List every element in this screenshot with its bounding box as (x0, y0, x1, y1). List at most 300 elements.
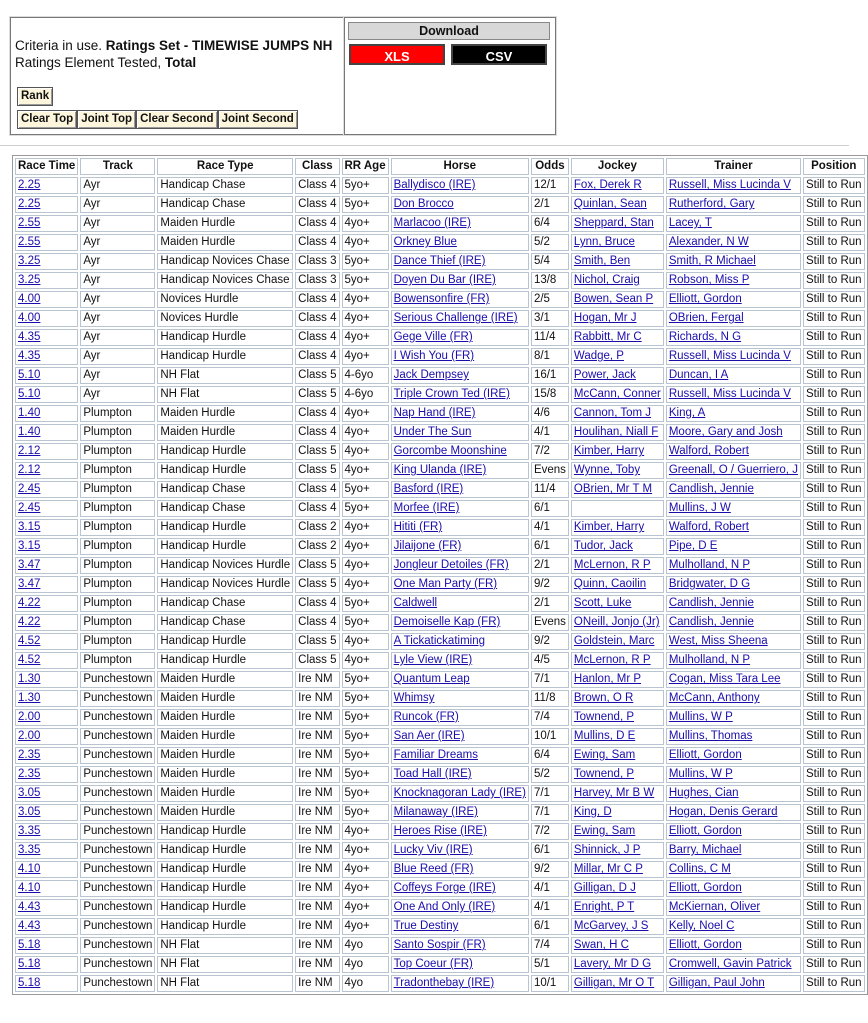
race-time-link[interactable]: 1.40 (18, 407, 41, 419)
trainer-link[interactable]: Hogan, Denis Gerard (668, 806, 778, 818)
race-time-link[interactable]: 2.55 (18, 217, 41, 229)
trainer-link[interactable]: Rutherford, Gary (668, 198, 755, 210)
horse-link[interactable]: King Ulanda (IRE) (393, 464, 487, 476)
race-time-link[interactable]: 4.22 (18, 597, 41, 609)
trainer-link[interactable]: Kelly, Noel C (668, 920, 735, 932)
cell-race-type: Maiden Hurdle (157, 728, 293, 745)
jockey-link[interactable]: Fox, Derek R (573, 179, 642, 191)
race-time-link[interactable]: 5.18 (18, 958, 41, 970)
horse-link[interactable]: Triple Crown Ted (IRE) (393, 388, 510, 400)
trainer-link[interactable]: Barry, Michael (668, 844, 742, 856)
horse-link[interactable]: One And Only (IRE) (393, 901, 496, 913)
trainer-link[interactable]: Collins, C M (668, 863, 731, 875)
cell-position: Still to Run (803, 348, 865, 365)
jockey-link[interactable]: Hanlon, Mr P (573, 673, 642, 685)
horse-link[interactable]: Top Coeur (FR) (393, 958, 473, 970)
jockey-link[interactable]: Brown, O R (573, 692, 634, 704)
jockey-link[interactable]: Wadge, P (573, 350, 624, 362)
cell-race-type: Handicap Hurdle (157, 842, 293, 859)
trainer-link[interactable]: Mulholland, N P (668, 654, 751, 666)
jockey-link[interactable]: Smith, Ben (573, 255, 631, 267)
cell-track: Plumpton (80, 557, 155, 574)
criteria-panel (10, 17, 345, 135)
trainer-link[interactable]: Russell, Miss Lucinda V (668, 350, 791, 362)
horse-link[interactable]: Milanaway (IRE) (393, 806, 478, 818)
cell-trainer (666, 709, 801, 726)
cell-rr-age: 5yo+ (342, 785, 389, 802)
cell-track: Ayr (80, 310, 155, 327)
race-time-link[interactable]: 4.00 (18, 293, 41, 305)
csv-download-button[interactable]: CSV (451, 44, 547, 65)
cell-jockey (571, 519, 664, 536)
cell-horse (391, 918, 529, 935)
cell-class: Class 4 (295, 291, 339, 308)
cell-jockey (571, 215, 664, 232)
cell-track: Punchestown (80, 766, 155, 783)
cell-rr-age: 4yo+ (342, 823, 389, 840)
jockey-link[interactable]: Gilligan, D J (573, 882, 636, 894)
race-time-link[interactable]: 2.25 (18, 198, 41, 210)
horse-link[interactable]: Blue Reed (FR) (393, 863, 474, 875)
jockey-link[interactable]: Enright, P T (573, 901, 635, 913)
cell-rr-age: 4-6yo (342, 386, 389, 403)
horse-link[interactable]: Quantum Leap (393, 673, 470, 685)
trainer-link[interactable]: Walford, Robert (668, 521, 749, 533)
horse-link[interactable]: Jilaijone (FR) (393, 540, 462, 552)
trainer-link[interactable]: Lacey, T (668, 217, 712, 229)
jockey-link[interactable]: Scott, Luke (573, 597, 632, 609)
cell-jockey (571, 652, 664, 669)
table-row (15, 671, 865, 688)
trainer-link[interactable]: Bridgwater, D G (668, 578, 751, 590)
horse-link[interactable]: Jack Dempsey (393, 369, 470, 381)
cell-position: Still to Run (803, 804, 865, 821)
cell-rr-age: 4yo+ (342, 652, 389, 669)
race-time-link[interactable]: 3.47 (18, 578, 41, 590)
cell-position: Still to Run (803, 690, 865, 707)
table-row (15, 956, 865, 973)
cell-trainer (666, 196, 801, 213)
column-header-track: Track (80, 158, 155, 175)
trainer-link[interactable]: Gilligan, Paul John (668, 977, 765, 989)
trainer-link[interactable]: Candlish, Jennie (668, 483, 754, 495)
cell-class: Ire NM (295, 842, 339, 859)
download-panel (344, 17, 556, 135)
cell-odds: 10/1 (531, 728, 569, 745)
cell-position: Still to Run (803, 481, 865, 498)
race-time-link[interactable]: 2.12 (18, 445, 41, 457)
cell-race-time (15, 671, 78, 688)
cell-position: Still to Run (803, 367, 865, 384)
horse-link[interactable]: Jongleur Detoiles (FR) (393, 559, 509, 571)
cell-class: Ire NM (295, 766, 339, 783)
jockey-link[interactable]: Power, Jack (573, 369, 636, 381)
horse-link[interactable]: Dance Thief (IRE) (393, 255, 486, 267)
cell-horse (391, 880, 529, 897)
horse-link[interactable]: Hititi (FR) (393, 521, 443, 533)
cell-track: Punchestown (80, 880, 155, 897)
trainer-link[interactable]: Walford, Robert (668, 445, 749, 457)
trainer-link[interactable]: Smith, R Michael (668, 255, 756, 267)
xls-download-button[interactable]: XLS (349, 44, 445, 65)
jockey-link[interactable]: Bowen, Sean P (573, 293, 654, 305)
cell-race-time (15, 272, 78, 289)
cell-race-type: Maiden Hurdle (157, 709, 293, 726)
cell-jockey (571, 405, 664, 422)
jockey-link[interactable]: Tudor, Jack (573, 540, 633, 552)
table-row (15, 652, 865, 669)
cell-horse (391, 196, 529, 213)
cell-trainer (666, 956, 801, 973)
horse-link[interactable]: Orkney Blue (393, 236, 457, 248)
cell-jockey (571, 196, 664, 213)
race-time-link[interactable]: 4.43 (18, 920, 41, 932)
cell-race-type: Handicap Hurdle (157, 538, 293, 555)
horse-link[interactable]: Toad Hall (IRE) (393, 768, 472, 780)
trainer-link[interactable]: Mullins, J W (668, 502, 731, 514)
cell-odds: 9/2 (531, 633, 569, 650)
jockey-link[interactable]: Sheppard, Stan (573, 217, 654, 229)
cell-rr-age: 4yo (342, 956, 389, 973)
trainer-link[interactable]: Greenall, O / Guerriero, J (668, 464, 798, 476)
cell-track: Plumpton (80, 595, 155, 612)
clear-second-button[interactable]: Clear Second (136, 110, 218, 129)
cell-rr-age: 4yo+ (342, 310, 389, 327)
trainer-link[interactable]: Russell, Miss Lucinda V (668, 388, 791, 400)
jockey-link[interactable]: Ewing, Sam (573, 749, 636, 761)
trainer-link[interactable]: Cogan, Miss Tara Lee (668, 673, 781, 685)
race-time-link[interactable]: 5.18 (18, 939, 41, 951)
cell-jockey (571, 956, 664, 973)
cell-jockey (571, 709, 664, 726)
cell-odds: 7/4 (531, 709, 569, 726)
cell-track: Plumpton (80, 405, 155, 422)
table-row (15, 481, 865, 498)
cell-class: Ire NM (295, 880, 339, 897)
jockey-link[interactable]: Mullins, D E (573, 730, 636, 742)
trainer-link[interactable]: Candlish, Jennie (668, 597, 754, 609)
horse-link[interactable]: Serious Challenge (IRE) (393, 312, 518, 324)
race-time-link[interactable]: 2.35 (18, 768, 41, 780)
jockey-link[interactable]: Quinn, Caoilin (573, 578, 647, 590)
cell-race-time (15, 633, 78, 650)
trainer-link[interactable]: Robson, Miss P (668, 274, 750, 286)
trainer-link[interactable]: Pipe, D E (668, 540, 718, 552)
clear-top-button[interactable]: Clear Top (17, 110, 77, 129)
horse-link[interactable]: Caldwell (393, 597, 438, 609)
cell-track: Ayr (80, 367, 155, 384)
cell-trainer (666, 215, 801, 232)
horse-link[interactable]: Santo Sospir (FR) (393, 939, 486, 951)
cell-odds: 6/1 (531, 500, 569, 517)
jockey-link[interactable]: Quinlan, Sean (573, 198, 647, 210)
race-time-link[interactable]: 2.45 (18, 502, 41, 514)
cell-position: Still to Run (803, 386, 865, 403)
trainer-link[interactable]: Alexander, N W (668, 236, 749, 248)
cell-race-time (15, 709, 78, 726)
cell-trainer (666, 671, 801, 688)
race-time-link[interactable]: 4.00 (18, 312, 41, 324)
cell-class: Class 3 (295, 253, 339, 270)
trainer-link[interactable]: Russell, Miss Lucinda V (668, 179, 791, 191)
cell-class: Class 4 (295, 595, 339, 612)
cell-jockey (571, 576, 664, 593)
cell-trainer (666, 785, 801, 802)
trainer-link[interactable]: Mullins, W P (668, 711, 733, 723)
race-time-link[interactable]: 3.15 (18, 521, 41, 533)
trainer-link[interactable]: Mullins, W P (668, 768, 733, 780)
jockey-link[interactable]: McLernon, R P (573, 654, 651, 666)
column-header-rr-age: RR Age (342, 158, 389, 175)
jockey-link[interactable]: Shinnick, J P (573, 844, 641, 856)
cell-race-type: Maiden Hurdle (157, 804, 293, 821)
race-time-link[interactable]: 3.35 (18, 825, 41, 837)
cell-position: Still to Run (803, 861, 865, 878)
race-time-link[interactable]: 3.05 (18, 806, 41, 818)
trainer-link[interactable]: Elliott, Gordon (668, 293, 742, 305)
trainer-link[interactable]: Cromwell, Gavin Patrick (668, 958, 792, 970)
trainer-link[interactable]: Duncan, I A (668, 369, 729, 381)
horse-link[interactable]: Basford (IRE) (393, 483, 464, 495)
jockey-link[interactable]: Goldstein, Marc (573, 635, 655, 647)
jockey-link[interactable]: Cannon, Tom J (573, 407, 652, 419)
cell-track: Plumpton (80, 538, 155, 555)
cell-horse (391, 177, 529, 194)
race-time-link[interactable]: 3.25 (18, 274, 41, 286)
cell-horse (391, 766, 529, 783)
horse-link[interactable]: A Tickatickatiming (393, 635, 486, 647)
race-time-link[interactable]: 4.35 (18, 331, 41, 343)
horse-link[interactable]: Doyen Du Bar (IRE) (393, 274, 496, 286)
jockey-link[interactable]: Lynn, Bruce (573, 236, 635, 248)
cell-class: Class 4 (295, 234, 339, 251)
cell-position: Still to Run (803, 538, 865, 555)
jockey-link[interactable]: ONeill, Jonjo (Jr) (573, 616, 660, 628)
trainer-link[interactable]: Mulholland, N P (668, 559, 751, 571)
cell-rr-age: 4yo+ (342, 842, 389, 859)
horse-link[interactable]: Coffeys Forge (IRE) (393, 882, 496, 894)
divider (0, 145, 849, 146)
race-time-link[interactable]: 1.40 (18, 426, 41, 438)
trainer-link[interactable]: Elliott, Gordon (668, 825, 742, 837)
horse-link[interactable]: Under The Sun (393, 426, 472, 438)
cell-rr-age: 5yo+ (342, 500, 389, 517)
cell-position: Still to Run (803, 405, 865, 422)
cell-horse (391, 272, 529, 289)
cell-jockey (571, 348, 664, 365)
horse-link[interactable]: True Destiny (393, 920, 459, 932)
horse-link[interactable]: Whimsy (393, 692, 435, 704)
jockey-link[interactable]: Rabbitt, Mr C (573, 331, 642, 343)
cell-jockey (571, 424, 664, 441)
cell-race-time (15, 234, 78, 251)
jockey-link[interactable]: McLernon, R P (573, 559, 651, 571)
horse-link[interactable]: Knocknagoran Lady (IRE) (393, 787, 526, 799)
cell-track: Ayr (80, 177, 155, 194)
race-time-link[interactable]: 1.30 (18, 692, 41, 704)
cell-race-time (15, 500, 78, 517)
cell-odds: 7/2 (531, 443, 569, 460)
jockey-link[interactable]: Houlihan, Niall F (573, 426, 659, 438)
cell-race-type: Handicap Novices Hurdle (157, 576, 293, 593)
horse-link[interactable]: Demoiselle Kap (FR) (393, 616, 501, 628)
cell-race-time (15, 728, 78, 745)
horse-link[interactable]: Lucky Viv (IRE) (393, 844, 473, 856)
horse-link[interactable]: Heroes Rise (IRE) (393, 825, 487, 837)
horse-link[interactable]: Tradonthebay (IRE) (393, 977, 495, 989)
jockey-link[interactable]: McGarvey, J S (573, 920, 649, 932)
race-time-link[interactable]: 3.25 (18, 255, 41, 267)
cell-race-time (15, 557, 78, 574)
table-row (15, 918, 865, 935)
cell-odds: 2/1 (531, 595, 569, 612)
race-time-link[interactable]: 2.00 (18, 730, 41, 742)
race-time-link[interactable]: 2.00 (18, 711, 41, 723)
cell-odds: 4/1 (531, 899, 569, 916)
cell-odds: 7/1 (531, 804, 569, 821)
horse-link[interactable]: Ballydisco (IRE) (393, 179, 476, 191)
jockey-link[interactable]: Hogan, Mr J (573, 312, 637, 324)
cell-horse (391, 690, 529, 707)
cell-race-type: Handicap Hurdle (157, 519, 293, 536)
race-time-link[interactable]: 3.05 (18, 787, 41, 799)
jockey-link[interactable]: Ewing, Sam (573, 825, 636, 837)
jockey-link[interactable]: Gilligan, Mr O T (573, 977, 655, 989)
horse-link[interactable]: Marlacoo (IRE) (393, 217, 471, 229)
table-body (15, 177, 865, 992)
jockey-link[interactable]: McCann, Conner (573, 388, 661, 400)
trainer-link[interactable]: McCann, Anthony (668, 692, 760, 704)
cell-position: Still to Run (803, 291, 865, 308)
race-time-link[interactable]: 4.43 (18, 901, 41, 913)
cell-track: Punchestown (80, 823, 155, 840)
cell-race-time (15, 937, 78, 954)
jockey-link[interactable]: Kimber, Harry (573, 521, 645, 533)
horse-link[interactable]: One Man Party (FR) (393, 578, 498, 590)
jockey-link[interactable]: Townend, P (573, 768, 635, 780)
cell-class: Ire NM (295, 937, 339, 954)
horse-link[interactable]: Lyle View (IRE) (393, 654, 473, 666)
jockey-link[interactable]: King, D (573, 806, 612, 818)
race-time-link[interactable]: 2.12 (18, 464, 41, 476)
cell-odds: 6/4 (531, 747, 569, 764)
jockey-link[interactable]: Nichol, Craig (573, 274, 640, 286)
jockey-link[interactable]: OBrien, Mr T M (573, 483, 653, 495)
trainer-link[interactable]: Elliott, Gordon (668, 749, 742, 761)
horse-link[interactable]: Gege Ville (FR) (393, 331, 473, 343)
race-time-link[interactable]: 2.45 (18, 483, 41, 495)
trainer-link[interactable]: King, A (668, 407, 706, 419)
jockey-link[interactable]: Millar, Mr C P (573, 863, 643, 875)
race-time-link[interactable]: 3.47 (18, 559, 41, 571)
cell-rr-age: 5yo+ (342, 272, 389, 289)
race-time-link[interactable]: 2.55 (18, 236, 41, 248)
jockey-link[interactable]: Townend, P (573, 711, 635, 723)
cell-odds: 5/2 (531, 234, 569, 251)
rank-button[interactable]: Rank (17, 87, 53, 106)
cell-horse (391, 348, 529, 365)
race-time-link[interactable]: 4.35 (18, 350, 41, 362)
race-time-link[interactable]: 4.10 (18, 863, 41, 875)
trainer-link[interactable]: OBrien, Fergal (668, 312, 744, 324)
horse-link[interactable]: Gorcombe Moonshine (393, 445, 507, 457)
trainer-link[interactable]: Elliott, Gordon (668, 882, 742, 894)
horse-link[interactable]: Familiar Dreams (393, 749, 478, 761)
cell-horse (391, 861, 529, 878)
cell-rr-age: 5yo+ (342, 728, 389, 745)
table-row (15, 196, 865, 213)
race-time-link[interactable]: 4.22 (18, 616, 41, 628)
horse-link[interactable]: Nap Hand (IRE) (393, 407, 476, 419)
cell-trainer (666, 823, 801, 840)
cell-odds: 8/1 (531, 348, 569, 365)
cell-position: Still to Run (803, 196, 865, 213)
race-time-link[interactable]: 2.25 (18, 179, 41, 191)
race-time-link[interactable]: 4.52 (18, 654, 41, 666)
jockey-link[interactable]: Harvey, Mr B W (573, 787, 655, 799)
joint-top-button[interactable]: Joint Top (77, 110, 136, 129)
cell-race-time (15, 291, 78, 308)
race-time-link[interactable]: 2.35 (18, 749, 41, 761)
cell-class: Ire NM (295, 728, 339, 745)
race-time-link[interactable]: 3.15 (18, 540, 41, 552)
cell-position: Still to Run (803, 234, 865, 251)
trainer-link[interactable]: West, Miss Sheena (668, 635, 768, 647)
cell-trainer (666, 310, 801, 327)
cell-rr-age: 5yo+ (342, 614, 389, 631)
cell-class: Class 5 (295, 576, 339, 593)
jockey-link[interactable]: Lavery, Mr D G (573, 958, 652, 970)
race-time-link[interactable]: 5.10 (18, 369, 41, 381)
trainer-link[interactable]: Candlish, Jennie (668, 616, 754, 628)
cell-rr-age: 4yo (342, 975, 389, 992)
trainer-link[interactable]: Mullins, Thomas (668, 730, 753, 742)
jockey-link[interactable]: Swan, H C (573, 939, 629, 951)
trainer-link[interactable]: McKiernan, Oliver (668, 901, 761, 913)
cell-jockey (571, 671, 664, 688)
horse-link[interactable]: Runcok (FR) (393, 711, 459, 723)
cell-trainer (666, 272, 801, 289)
race-time-link[interactable]: 5.18 (18, 977, 41, 989)
joint-second-button[interactable]: Joint Second (218, 110, 298, 129)
cell-odds: 5/1 (531, 956, 569, 973)
horse-link[interactable]: Don Brocco (393, 198, 454, 210)
cell-track: Plumpton (80, 443, 155, 460)
trainer-link[interactable]: Richards, N G (668, 331, 742, 343)
jockey-link[interactable]: Wynne, Toby (573, 464, 641, 476)
cell-position: Still to Run (803, 519, 865, 536)
trainer-link[interactable]: Hughes, Cian (668, 787, 739, 799)
cell-track: Punchestown (80, 956, 155, 973)
trainer-link[interactable]: Moore, Gary and Josh (668, 426, 783, 438)
trainer-link[interactable]: Elliott, Gordon (668, 939, 742, 951)
element-value: Total (164, 55, 197, 70)
race-time-link[interactable]: 3.35 (18, 844, 41, 856)
horse-link[interactable]: I Wish You (FR) (393, 350, 475, 362)
cell-rr-age: 5yo+ (342, 481, 389, 498)
horse-link[interactable]: Morfee (IRE) (393, 502, 460, 514)
race-time-link[interactable]: 5.10 (18, 388, 41, 400)
cell-horse (391, 633, 529, 650)
jockey-link[interactable]: Kimber, Harry (573, 445, 645, 457)
horse-link[interactable]: Bowensonfire (FR) (393, 293, 490, 305)
horse-link[interactable]: San Aer (IRE) (393, 730, 465, 742)
race-time-link[interactable]: 1.30 (18, 673, 41, 685)
cell-rr-age: 4yo+ (342, 861, 389, 878)
race-time-link[interactable]: 4.10 (18, 882, 41, 894)
race-time-link[interactable]: 4.52 (18, 635, 41, 647)
cell-race-time (15, 652, 78, 669)
